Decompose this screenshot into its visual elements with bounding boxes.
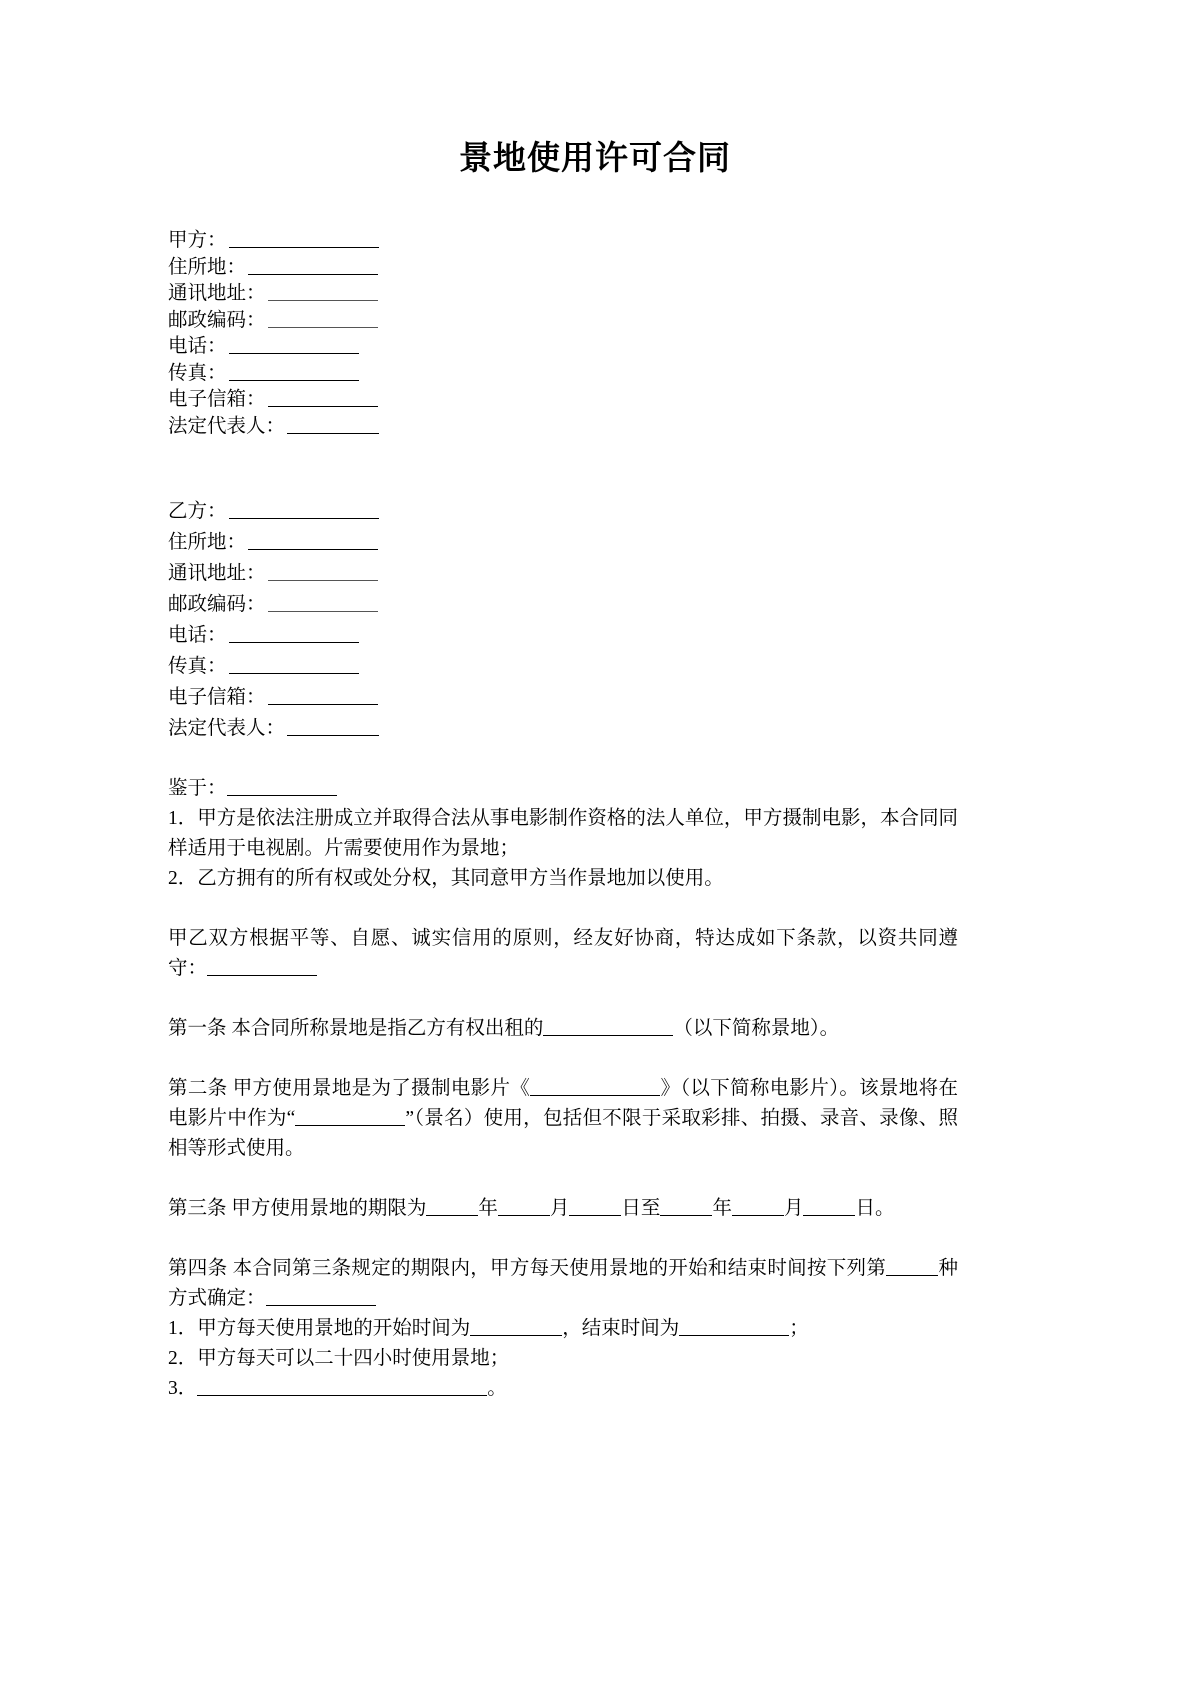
- clause-4-option-number-blank[interactable]: [886, 1257, 938, 1277]
- field-party-b-domicile: [168, 527, 958, 558]
- party-a-block: [168, 228, 958, 440]
- clause-4-gap: [168, 1224, 958, 1254]
- clause-3-year-1-label: 年: [478, 1198, 498, 1219]
- recital-item-1: 1．甲方是依法注册成立并取得合法从事电影制作资格的法人单位，甲方摄制电影，本合同同样适用于电视剧。片需要使用作为景地；: [168, 808, 958, 859]
- preamble-blank[interactable]: [207, 957, 317, 977]
- field-party-a-phone: [168, 334, 958, 361]
- clause-1: [168, 1014, 958, 1044]
- field-label: 电话：: [168, 625, 227, 646]
- clause-4-prefix: 第四条 本合同第三条规定的期限内，甲方每天使用景地的开始和结束时间按下列第: [168, 1258, 887, 1279]
- clause-2-film-title-blank[interactable]: [530, 1077, 660, 1097]
- field-party-b-name: [168, 496, 958, 527]
- preamble-gap: [168, 894, 958, 924]
- field-party-a-email: [168, 387, 958, 414]
- clause-4-item-2: 2．甲方每天可以二十四小时使用景地；: [168, 1348, 510, 1369]
- field-blank[interactable]: [229, 229, 379, 249]
- clause-3-end-year-blank[interactable]: [660, 1197, 712, 1217]
- clause-3: [168, 1194, 958, 1224]
- field-blank[interactable]: [268, 388, 378, 408]
- clause-3-end-day-blank[interactable]: [803, 1197, 855, 1217]
- field-blank[interactable]: [268, 593, 378, 613]
- field-party-b-postal-code: [168, 589, 958, 620]
- clause-3-day-1-label: 日至: [621, 1198, 661, 1219]
- recital-item-2: 2．乙方拥有的所有权或处分权，其同意甲方当作景地加以使用。: [168, 868, 724, 889]
- party-separator-gap: [168, 440, 958, 496]
- clause-4-mid: 种方式确定：: [168, 1258, 958, 1309]
- page-title: 景地使用许可合同: [459, 141, 731, 177]
- clause-4-item-1-mid: ，结束时间为: [562, 1318, 680, 1339]
- recitals-gap: [168, 744, 958, 774]
- clause-4-item-1: [168, 1314, 958, 1344]
- field-blank[interactable]: [287, 717, 379, 737]
- clause-4-item-1-prefix: 1．甲方每天使用景地的开始时间为: [168, 1318, 471, 1339]
- clause-3-gap: [168, 1164, 958, 1194]
- field-blank[interactable]: [229, 655, 359, 675]
- clause-2-scene-name-blank[interactable]: [295, 1107, 405, 1127]
- clause-2: [168, 1074, 958, 1164]
- field-party-b-mailing-address: [168, 558, 958, 589]
- party-b-block: [168, 496, 958, 744]
- clause-2-part-3: ”（景名）使用，包括但不限于采取彩排、拍摄、录音、录像、照相等形式使用。: [168, 1108, 959, 1159]
- clause-3-month-1-label: 月: [549, 1198, 570, 1219]
- clause-1-gap: [168, 984, 958, 1014]
- clause-1-blank[interactable]: [543, 1017, 673, 1037]
- field-blank[interactable]: [287, 414, 379, 434]
- recitals-heading-label: 鉴于：: [168, 778, 227, 799]
- clause-4-item-3-blank[interactable]: [197, 1377, 487, 1397]
- field-label: 邮政编码：: [168, 309, 266, 331]
- field-label: 甲方：: [168, 230, 227, 251]
- field-blank[interactable]: [229, 624, 359, 644]
- field-party-b-legal-rep: [168, 713, 958, 744]
- clause-3-prefix: 第三条 甲方使用景地的期限为: [168, 1198, 427, 1219]
- clause-3-start-month-blank[interactable]: [498, 1197, 550, 1217]
- field-party-a-fax: [168, 361, 958, 388]
- field-blank[interactable]: [268, 308, 378, 328]
- field-blank[interactable]: [229, 335, 359, 355]
- field-label: 法定代表人：: [168, 415, 286, 437]
- field-label: 住所地：: [168, 256, 247, 278]
- clause-3-day-2-label: 日。: [855, 1198, 895, 1219]
- field-label: 传真：: [168, 656, 227, 677]
- clause-2-part-2: 》（以下简称电影片）。该景地将在电影片中作为“: [168, 1078, 958, 1129]
- field-blank[interactable]: [229, 500, 379, 520]
- field-label: 住所地：: [168, 532, 247, 553]
- clause-4: [168, 1254, 958, 1314]
- recitals-heading-blank[interactable]: [227, 777, 337, 797]
- field-label: 通讯地址：: [168, 283, 266, 304]
- field-party-a-legal-rep: [168, 414, 958, 441]
- field-label: 法定代表人：: [168, 718, 286, 739]
- clause-1-prefix: 第一条 本合同所称景地是指乙方有权出租的: [168, 1018, 544, 1039]
- field-party-a-mailing-address: [168, 281, 958, 308]
- field-label: 邮政编码：: [168, 594, 266, 615]
- clause-4-end-time-blank[interactable]: [679, 1317, 789, 1337]
- field-label: 通讯地址：: [168, 563, 266, 584]
- clause-3-start-year-blank[interactable]: [426, 1197, 478, 1217]
- field-label: 电子信箱：: [168, 687, 266, 708]
- field-blank[interactable]: [229, 361, 359, 381]
- preamble-text: 甲乙双方根据平等、自愿、诚实信用的原则，经友好协商，特达成如下条款，以资共同遵守：: [168, 928, 958, 979]
- field-party-a-name: [168, 228, 958, 255]
- field-blank[interactable]: [248, 255, 378, 275]
- field-blank[interactable]: [268, 562, 378, 582]
- field-label: 电话：: [168, 336, 227, 357]
- field-label: 电子信箱：: [168, 389, 266, 410]
- recitals-heading: [168, 774, 958, 804]
- field-party-a-domicile: [168, 255, 958, 282]
- field-blank[interactable]: [248, 531, 378, 551]
- clause-1-suffix: （以下简称景地）。: [673, 1018, 840, 1039]
- field-party-b-fax: [168, 651, 958, 682]
- clause-4-mid-blank[interactable]: [266, 1287, 376, 1307]
- clause-4-item-1-suffix: ；: [789, 1318, 809, 1339]
- clause-4-start-time-blank[interactable]: [470, 1317, 562, 1337]
- field-blank[interactable]: [268, 282, 378, 302]
- clause-4-item-3-suffix: 。: [487, 1378, 507, 1399]
- clause-3-end-month-blank[interactable]: [732, 1197, 784, 1217]
- document-body: [168, 228, 958, 1404]
- clause-4-item-3: [168, 1374, 958, 1404]
- field-label: 乙方：: [168, 501, 227, 522]
- clause-3-month-2-label: 月: [783, 1198, 804, 1219]
- clause-3-start-day-blank[interactable]: [569, 1197, 621, 1217]
- field-party-b-email: [168, 682, 958, 713]
- preamble-paragraph: [168, 924, 958, 984]
- clause-3-year-2-label: 年: [712, 1198, 732, 1219]
- clause-2-gap: [168, 1044, 958, 1074]
- field-party-a-postal-code: [168, 308, 958, 335]
- clause-4-item-3-prefix: 3．: [168, 1378, 198, 1399]
- clause-2-part-1: 第二条 甲方使用景地是为了摄制电影片《: [168, 1078, 531, 1099]
- field-blank[interactable]: [268, 686, 378, 706]
- field-label: 传真：: [168, 362, 227, 384]
- field-party-b-phone: [168, 620, 958, 651]
